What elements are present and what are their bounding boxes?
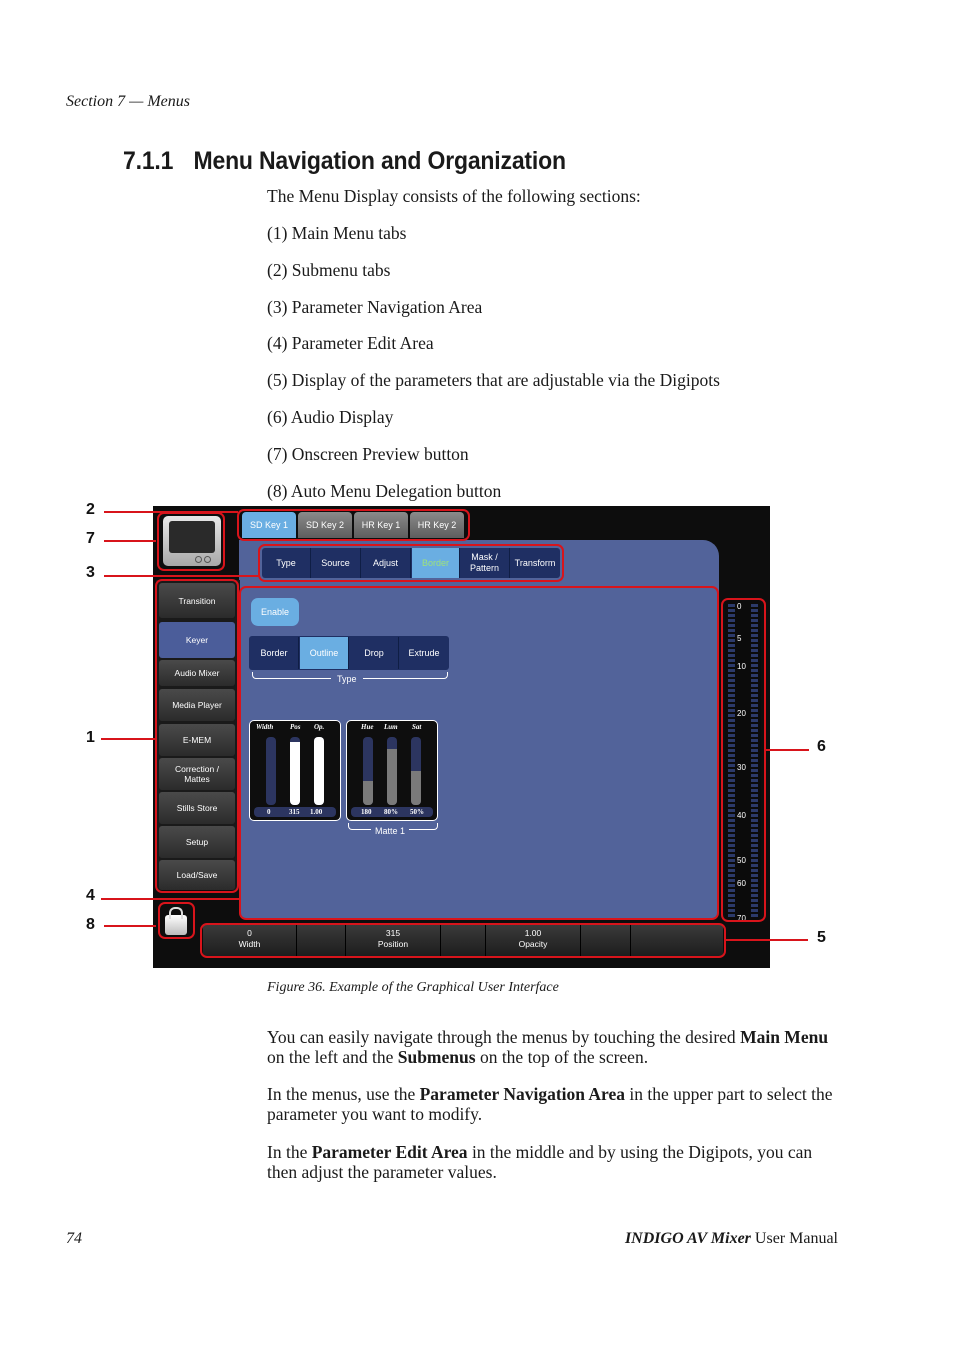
menu-correction-label: Correction / Mattes <box>175 764 219 784</box>
slider-value-hue: 180 <box>361 808 372 816</box>
type-tab-border[interactable]: Border <box>250 637 299 669</box>
audio-meter-bar <box>751 604 758 918</box>
slider-value-sat: 50% <box>410 808 424 816</box>
running-header: Section 7 — Menus <box>66 93 190 110</box>
audio-meter <box>725 600 761 922</box>
slider-label-opacity: Op. <box>314 723 325 731</box>
digipot-empty <box>631 924 723 956</box>
menu-media-player[interactable]: Media Player <box>159 689 235 721</box>
callout-line-5 <box>726 939 808 941</box>
monitor-icon <box>169 521 215 553</box>
scale-label: 20 <box>737 709 746 718</box>
text: You can easily navigate through the menus by touching the desired <box>267 1027 741 1047</box>
type-tab-outline[interactable]: Outline <box>300 637 349 669</box>
intro-text: The Menu Display consists of the following sections: <box>267 186 641 206</box>
tab-mask-pattern[interactable] <box>460 548 510 578</box>
lock-shackle <box>169 907 183 919</box>
lock-icon[interactable] <box>165 915 187 935</box>
scale-label: 5 <box>737 634 742 643</box>
slider-lum[interactable] <box>387 737 397 805</box>
slider-fill <box>363 781 373 805</box>
scale-label: 50 <box>737 856 746 865</box>
text: In the <box>267 1142 312 1162</box>
product-name: INDIGO AV Mixer <box>624 1230 751 1247</box>
tab-sd-key-1[interactable]: SD Key 1 <box>242 512 296 538</box>
footer-title <box>625 1230 838 1248</box>
heading-title: Menu Navigation and Organization <box>193 147 566 175</box>
slider-label-sat: Sat <box>412 723 422 731</box>
knob-icon <box>204 556 211 563</box>
menu-setup[interactable]: Setup <box>159 826 235 858</box>
digipot-name: Position <box>377 939 409 949</box>
slider-position[interactable] <box>290 737 300 805</box>
bold-term: Submenus <box>397 1047 476 1067</box>
list-item: (6) Audio Display <box>267 407 394 427</box>
list-item: (5) Display of the parameters that are adjustable via the Digipots <box>267 370 720 390</box>
slider-label-lum: Lum <box>384 723 398 731</box>
callout-2: 2 <box>86 501 95 518</box>
digipot-value: 1.00 <box>524 928 542 938</box>
slider-value-pos: 315 <box>289 808 300 816</box>
menu-stills-store[interactable]: Stills Store <box>159 792 235 824</box>
paragraph-parameter-edit <box>267 1142 842 1182</box>
digipot-value: 0 <box>247 928 252 938</box>
enable-button[interactable]: Enable <box>251 598 299 626</box>
section-heading <box>123 147 566 176</box>
paragraph-navigation <box>267 1027 842 1067</box>
matte-slider-group <box>346 720 438 821</box>
text: on the top of the screen. <box>475 1047 649 1067</box>
scale-label: 60 <box>737 879 746 888</box>
matte-group-label: Matte 1 <box>371 826 409 836</box>
scale-label: 70 <box>737 914 746 923</box>
list-item: (8) Auto Menu Delegation button <box>267 481 502 501</box>
slider-width[interactable] <box>266 737 276 805</box>
slider-value-opacity: 1.00 <box>310 808 323 816</box>
tab-type[interactable]: Type <box>262 548 311 578</box>
bold-term: Main Menu <box>740 1027 829 1047</box>
slider-value-width: 0 <box>267 808 271 816</box>
slider-sat[interactable] <box>411 737 421 805</box>
audio-meter-bar <box>728 604 735 918</box>
slider-fill <box>314 737 324 805</box>
tab-adjust[interactable]: Adjust <box>361 548 411 578</box>
menu-transition[interactable]: Transition <box>159 583 235 618</box>
slider-hue[interactable] <box>363 737 373 805</box>
slider-label-width: Width <box>256 723 274 731</box>
scale-label: 40 <box>737 811 746 820</box>
digipot-name: Opacity <box>518 939 548 949</box>
menu-e-mem[interactable]: E-MEM <box>159 724 235 756</box>
tab-hr-key-2[interactable]: HR Key 2 <box>410 512 464 538</box>
text: in the middle and by using the Digipots, you can then adjust the parameter values. <box>267 1142 813 1182</box>
digipot-position[interactable] <box>346 924 441 956</box>
menu-keyer[interactable]: Keyer <box>159 622 235 658</box>
text: in the upper part to select the parameter you want to modify. <box>267 1084 833 1124</box>
tab-sd-key-2[interactable]: SD Key 2 <box>298 512 352 538</box>
callout-1: 1 <box>86 729 95 746</box>
list-item: (2) Submenu tabs <box>267 260 391 280</box>
scale-label: 0 <box>737 602 742 611</box>
border-slider-group <box>249 720 341 821</box>
slider-fill <box>411 771 421 805</box>
slider-fill <box>290 742 300 805</box>
callout-3: 3 <box>86 564 95 581</box>
tab-source[interactable]: Source <box>311 548 361 578</box>
list-item: (1) Main Menu tabs <box>267 223 407 243</box>
bold-term: Parameter Edit Area <box>311 1142 468 1162</box>
digipot-value: 315 <box>385 928 401 938</box>
callout-line-8 <box>104 925 156 927</box>
type-tab-drop[interactable]: Drop <box>350 637 399 669</box>
scale-label: 10 <box>737 662 746 671</box>
menu-correction-mattes[interactable] <box>159 758 235 790</box>
digipot-width[interactable] <box>203 924 297 956</box>
tab-hr-key-1[interactable]: HR Key 1 <box>354 512 408 538</box>
onscreen-preview-button[interactable] <box>163 516 221 566</box>
scale-label: 30 <box>737 763 746 772</box>
knob-icon <box>195 556 202 563</box>
callout-4: 4 <box>86 887 95 904</box>
list-item: (3) Parameter Navigation Area <box>267 297 483 317</box>
digipot-name: Width <box>238 939 261 949</box>
tab-transform[interactable]: Transform <box>514 557 556 568</box>
type-tab-extrude[interactable]: Extrude <box>408 648 440 658</box>
digipot-empty <box>297 924 346 956</box>
callout-line-4 <box>101 898 239 900</box>
figure-caption: Figure 36. Example of the Graphical User Interface <box>267 980 559 995</box>
page-number: 74 <box>66 1230 82 1247</box>
callout-line-2 <box>104 511 238 513</box>
text: on the left and the <box>267 1047 398 1067</box>
type-group-label: Type <box>331 674 363 684</box>
text: In the menus, use the <box>267 1084 420 1104</box>
menu-load-save[interactable]: Load/Save <box>159 860 235 890</box>
callout-5: 5 <box>817 929 826 946</box>
heading-number: 7.1.1 <box>123 147 174 175</box>
slider-value-lum: 80% <box>384 808 398 816</box>
digipot-empty <box>581 924 631 956</box>
callout-line-1 <box>101 738 155 740</box>
callout-6: 6 <box>817 738 826 755</box>
slider-fill <box>387 749 397 805</box>
list-item: (4) Parameter Edit Area <box>267 333 434 353</box>
list-item: (7) Onscreen Preview button <box>267 444 469 464</box>
tab-mask-pattern-label: Mask / Pattern <box>469 552 500 573</box>
callout-7: 7 <box>86 530 95 547</box>
callout-line-7 <box>104 540 156 542</box>
tab-border[interactable]: Border <box>412 548 460 578</box>
bold-term: Parameter Navigation Area <box>419 1084 626 1104</box>
slider-label-pos: Pos <box>290 723 301 731</box>
callout-line-3 <box>104 575 259 577</box>
slider-opacity[interactable] <box>314 737 324 805</box>
doc-type: User Manual <box>750 1230 838 1247</box>
callout-8: 8 <box>86 916 95 933</box>
slider-label-hue: Hue <box>361 723 374 731</box>
paragraph-parameter-nav <box>267 1084 842 1124</box>
callout-line-6 <box>766 749 809 751</box>
digipot-opacity[interactable] <box>486 924 581 956</box>
digipot-empty <box>441 924 486 956</box>
menu-audio-mixer[interactable]: Audio Mixer <box>159 660 235 686</box>
